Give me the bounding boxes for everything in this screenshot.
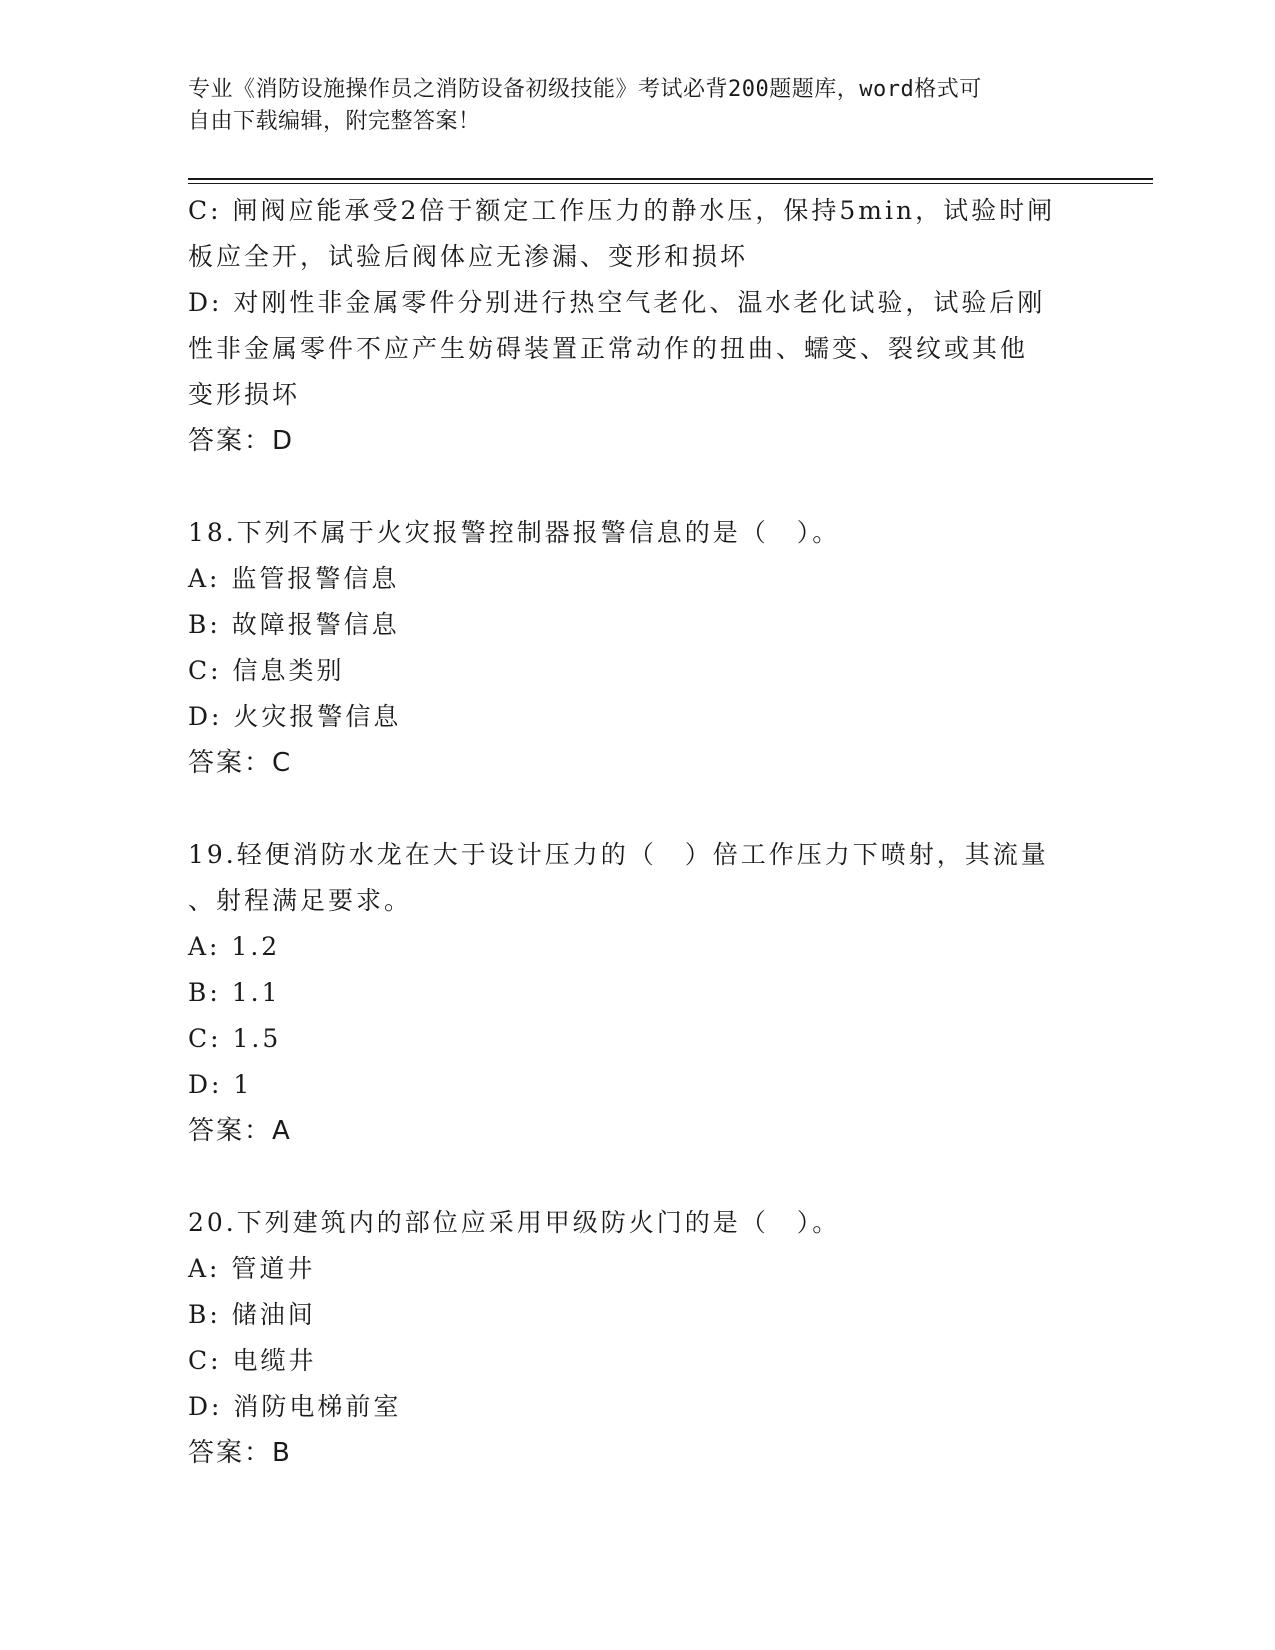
option-b: B: 1.1	[188, 978, 281, 1007]
option-d: D: 火灾报警信息	[188, 702, 402, 731]
option-c-line-2: 板应全开，试验后阀体应无渗漏、变形和损坏	[188, 242, 749, 271]
question-stem: 20.下列建筑内的部位应采用甲级防火门的是（ ）。	[188, 1208, 841, 1237]
option-c: C: 电缆井	[188, 1346, 317, 1375]
option-d: D: 1	[188, 1070, 253, 1099]
question-18	[188, 510, 1093, 786]
previous-question-continuation	[188, 188, 1093, 464]
document-header	[188, 74, 1088, 138]
option-d-line-3: 变形损坏	[188, 380, 301, 409]
option-b: B: 故障报警信息	[188, 610, 400, 639]
spacer	[188, 1154, 1093, 1200]
option-c: C: 1.5	[188, 1024, 282, 1053]
question-19	[188, 832, 1093, 1154]
header-divider-thick	[188, 178, 1153, 180]
answer-line: 答案：D	[188, 426, 295, 456]
question-stem: 18.下列不属于火灾报警控制器报警信息的是（ ）。	[188, 518, 841, 547]
option-d-line-2: 性非金属零件不应产生妨碍装置正常动作的扭曲、蠕变、裂纹或其他	[188, 334, 1029, 363]
answer-line: 答案：C	[188, 748, 293, 778]
option-c-line-1: C: 闸阀应能承受2倍于额定工作压力的静水压，保持5min，试验时闸	[188, 196, 1056, 225]
option-b: B: 储油间	[188, 1300, 316, 1329]
option-c: C: 信息类别	[188, 656, 345, 685]
spacer	[188, 464, 1093, 510]
question-stem: 19.轻便消防水龙在大于设计压力的（ ）倍工作压力下喷射，其流量	[188, 840, 1049, 869]
option-a: A: 管道井	[188, 1254, 316, 1283]
header-divider-thin	[188, 183, 1153, 184]
question-stem-continuation: 、射程满足要求。	[188, 886, 413, 915]
option-a: A: 1.2	[188, 932, 281, 961]
spacer	[188, 786, 1093, 832]
header-line-1: 专业《消防设施操作员之消防设备初级技能》考试必背200题题库，word格式可	[188, 77, 982, 102]
question-20	[188, 1200, 1093, 1476]
option-a: A: 监管报警信息	[188, 564, 400, 593]
answer-line: 答案：A	[188, 1116, 292, 1146]
answer-line: 答案：B	[188, 1438, 292, 1468]
option-d-line-1: D: 对刚性非金属零件分别进行热空气老化、温水老化试验，试验后刚	[188, 288, 1046, 317]
header-line-2: 自由下载编辑，附完整答案！	[188, 109, 481, 134]
option-d: D: 消防电梯前室	[188, 1392, 402, 1421]
question-content	[188, 188, 1093, 1476]
